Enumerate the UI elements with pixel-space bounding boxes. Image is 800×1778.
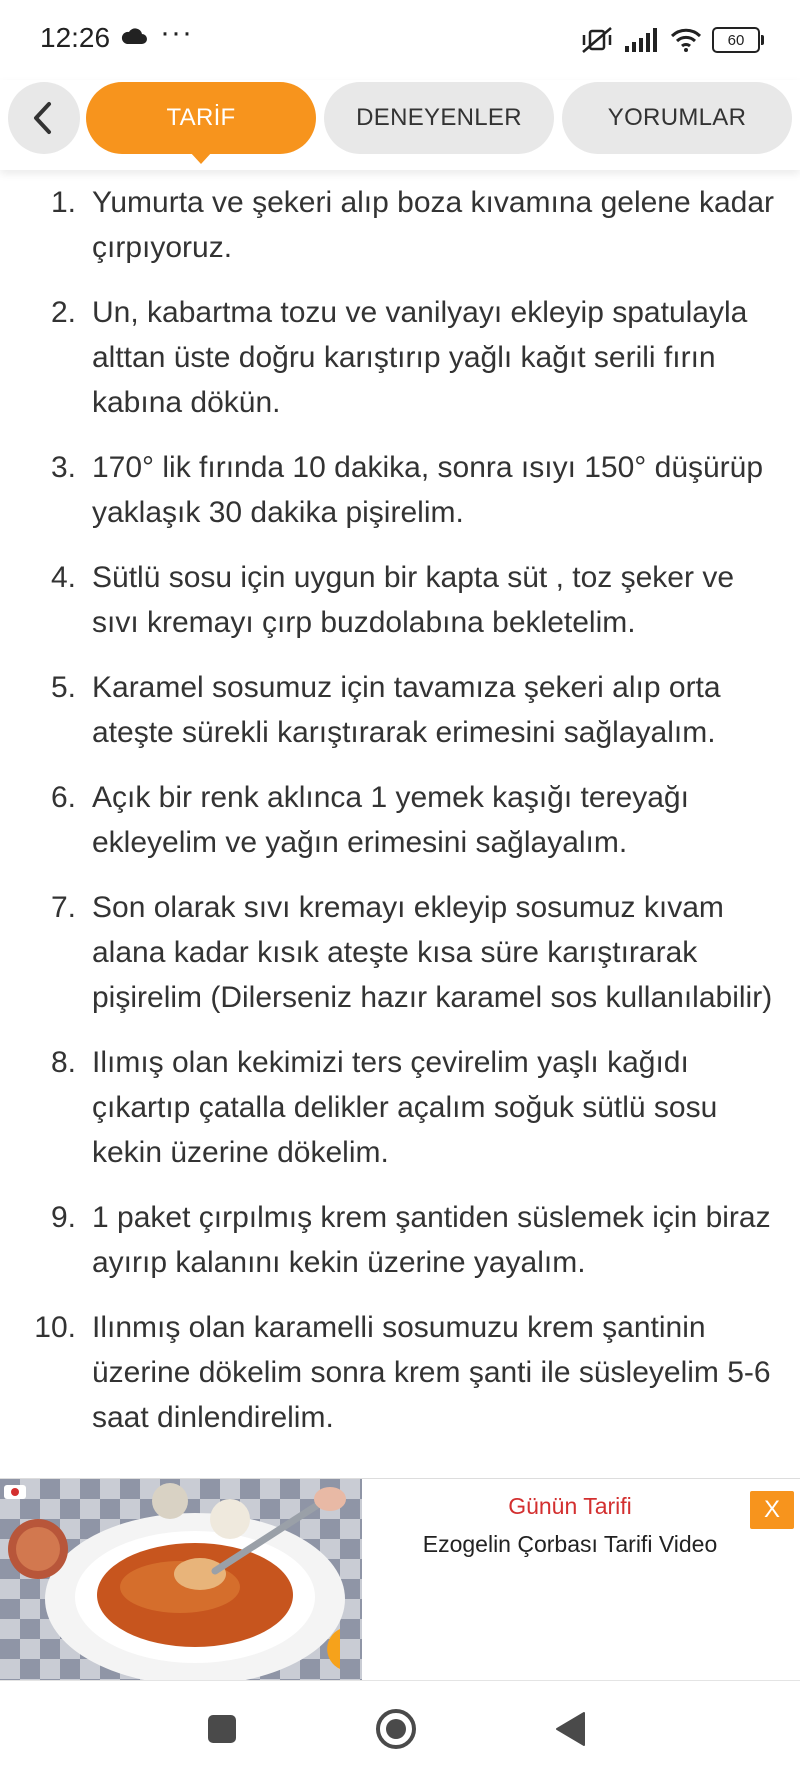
step-item [0,885,800,1020]
cloud-icon [120,26,148,46]
chevron-left-icon [29,101,59,135]
recipe-steps-list[interactable] [0,180,800,1475]
step-number: 1. [50,186,76,219]
step-text: Son olarak sıvı kremayı ekleyip sosumuz kıvam alana kadar kısık ateşte kısa süre karıştırarak pişirelim (Dilerseniz hazır karamel sos kullanılabilir) [92,891,773,1014]
step-text: Un, kabartma tozu ve vanilyayı ekleyip spatulayla alttan üste doğru karıştırıp yağlı kağıt serili fırın kabına dökün. [92,296,748,419]
step-text: Sütlü sosu için uygun bir kapta süt , toz şeker ve sıvı kremayı çırp buzdolabına bekletelim. [92,561,734,639]
ad-recipe-link[interactable]: Ezogelin Çorbası Tarifi Video [422,1531,718,1557]
step-number: 2. [50,296,76,329]
step-item [0,665,800,755]
back-nav-button[interactable] [544,1703,596,1755]
step-item [0,555,800,645]
step-text: Ilınmış olan karamelli sosumuzu krem şantinin üzerine dökelim sonra krem şanti ile süsleyelim 5-6 saat dinlendirelim. [92,1311,771,1434]
step-number: 5. [50,671,76,704]
step-item [0,1195,800,1285]
step-text: Ilımış olan kekimizi ters çevirelim yaşlı kağıdı çıkartıp çatalla delikler açalım soğuk sütlü sosu kekin üzerine dökelim. [92,1046,718,1169]
recipe-of-the-day-banner[interactable] [0,1478,800,1681]
tab-deneyenler[interactable]: DENEYENLER [324,82,554,154]
step-text: Yumurta ve şekeri alıp boza kıvamına gelene kadar çırpıyoruz. [92,186,775,264]
recent-apps-button[interactable] [196,1703,248,1755]
tab-tarif[interactable]: TARİF [86,82,316,154]
step-number: 4. [50,561,76,594]
mute-vibrate-icon [580,25,614,55]
battery-icon [712,27,760,53]
step-item [0,1040,800,1175]
step-item [0,1305,800,1440]
navigation-bar [0,1680,800,1778]
wifi-icon [670,28,702,52]
step-item [0,775,800,865]
battery-level: 60 [727,31,745,49]
step-text: 1 paket çırpılmış krem şantiden süslemek için biraz ayırıp kalanını kekin üzerine yayalım. [92,1201,771,1279]
back-button[interactable] [8,82,80,154]
tab-yorumlar[interactable]: YORUMLAR [562,82,792,154]
home-circle-icon [374,1707,418,1751]
soup-thumbnail[interactable] [0,1479,362,1681]
status-bar [0,0,800,80]
signal-icon [624,28,660,52]
step-number: 10. [34,1311,76,1344]
step-item [0,290,800,425]
step-number: 3. [50,451,76,484]
step-number: 9. [50,1201,76,1234]
tab-bar [0,80,800,170]
status-icons [580,24,760,56]
home-button[interactable] [370,1703,422,1755]
step-number: 6. [50,781,76,814]
triangle-back-icon [554,1711,586,1747]
square-icon [207,1714,237,1744]
soup-image [0,1479,362,1681]
step-text: Açık bir renk aklınca 1 yemek kaşığı tereyağı ekleyelim ve yağın erimesini sağlayalım. [92,781,689,859]
close-ad-button[interactable]: X [750,1491,794,1529]
step-item [0,180,800,270]
ad-title: Günün Tarifi [508,1493,632,1519]
step-text: 170° lik fırında 10 dakika, sonra ısıyı 150° düşürüp yaklaşık 30 dakika pişirelim. [92,451,764,529]
step-number: 8. [50,1046,76,1079]
step-number: 7. [50,891,76,924]
step-item [0,445,800,535]
status-time: 12:26 [40,22,111,53]
step-text: Karamel sosumuz için tavamıza şekeri alıp orta ateşte sürekli karıştırarak erimesini sağlayalım. [92,671,721,749]
more-notifications-icon: ··· [160,16,193,49]
